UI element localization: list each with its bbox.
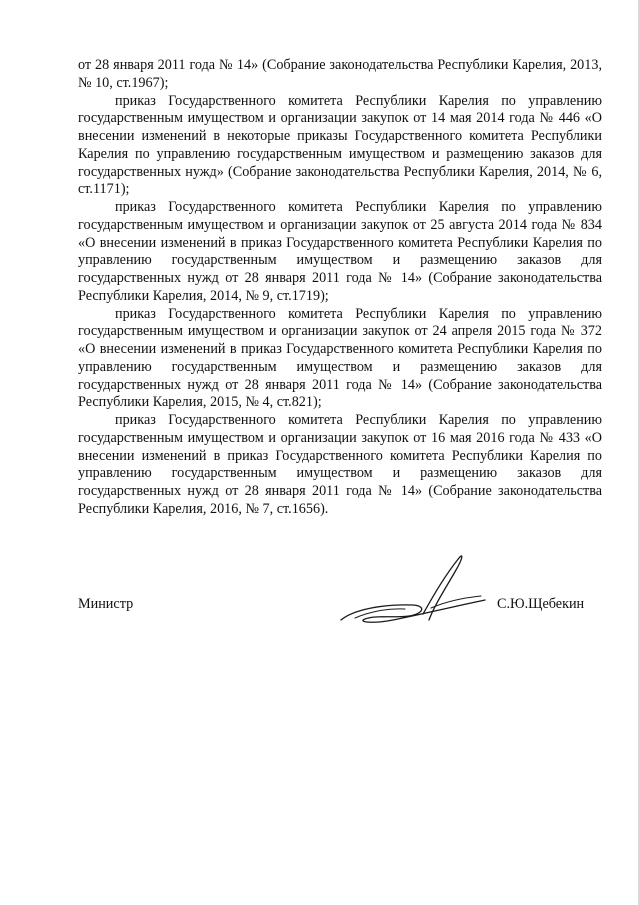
position-title: Министр xyxy=(78,596,134,612)
document-body xyxy=(78,57,602,519)
signer-name: С.Ю.Щебекин xyxy=(497,596,585,612)
paragraph-order-834: приказ Государственного комитета Республики Карелия по управлению государственным имуществом и организации закупок от 25 августа 2014 года № 834 «О внесении изменений в приказ Государственного комитета Республики Карелия по управлению государственным имуществом и размещению заказов для государственных нужд от 28 января 2011 года № 14» (Собрание законодательства Республики Карелия, 2014, № 9, ст.1719); xyxy=(78,199,602,304)
paragraph-order-372: приказ Государственного комитета Республики Карелия по управлению государственным имуществом и организации закупок от 24 апреля 2015 года № 372 «О внесении изменений в приказ Государственного комитета Республики Карелия по управлению государственным имуществом и размещению заказов для государственных нужд от 28 января 2011 года № 14» (Собрание законодательства Республики Карелия, 2015, № 4, ст.821); xyxy=(78,305,602,411)
paragraph-continuation: от 28 января 2011 года № 14» (Собрание законодательства Республики Карелия, 2013, № 10, ст.1967); xyxy=(78,57,602,91)
handwritten-signature xyxy=(335,548,495,628)
paragraph-order-433: приказ Государственного комитета Республики Карелия по управлению государственным имуществом и организации закупок от 16 мая 2016 года № 433 «О внесении изменений в приказ Государственного комитета Республики Карелия по управлению государственным имуществом и размещению заказов для государственных нужд от 28 января 2011 года № 14» (Собрание законодательства Республики Карелия, 2016, № 7, ст.1656). xyxy=(78,412,602,517)
paragraph-order-446: приказ Государственного комитета Республики Карелия по управлению государственным имуществом и организации закупок от 14 мая 2014 года № 446 «О внесении изменений в некоторые приказы Государственного комитета Республики Карелия по управлению государственным имуществом и размещению заказов для государственных нужд» (Собрание законодательства Республики Карелия, 2014, № 6, ст.1171); xyxy=(78,92,602,198)
signature-block xyxy=(0,540,640,650)
